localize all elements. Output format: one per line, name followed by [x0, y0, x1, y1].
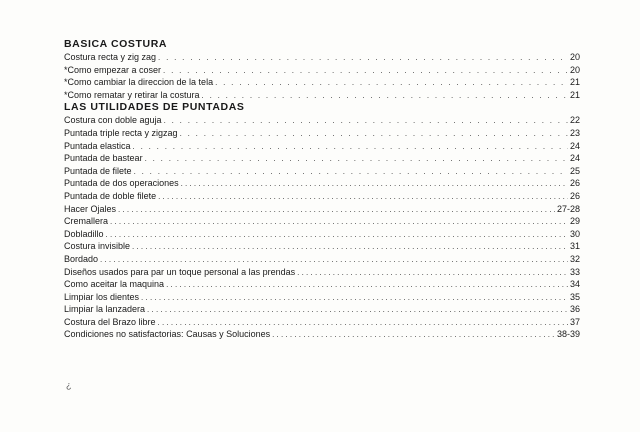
dot-leader	[166, 279, 568, 292]
toc-entry	[64, 228, 580, 241]
dot-leader	[145, 153, 568, 166]
toc-entry-label: Costura con doble aguja	[64, 115, 162, 126]
toc-entry-label: Dobladillo	[64, 228, 104, 239]
dot-leader	[141, 292, 568, 305]
toc-entry	[64, 278, 580, 291]
section-heading: LAS UTILIDADES DE PUNTADAS	[64, 101, 245, 114]
dot-leader	[158, 52, 568, 65]
toc-entry-label: Puntada de bastear	[64, 153, 143, 164]
toc-entry-page: 24	[569, 140, 580, 151]
toc-entry	[64, 240, 580, 253]
toc-entry-page: 22	[569, 115, 580, 126]
dot-leader	[180, 128, 568, 141]
toc-entry-label: Hacer Ojales	[64, 203, 117, 214]
toc-entry-page: 29	[569, 216, 580, 227]
toc-entry-label: Limpiar la lanzadera	[64, 304, 146, 315]
toc-entry	[64, 177, 580, 190]
toc-entry	[64, 203, 580, 216]
toc-entry	[64, 303, 580, 316]
toc-entry	[64, 89, 580, 102]
page-corner-mark: ¿	[66, 380, 72, 390]
toc-entry	[64, 316, 580, 329]
toc-entry-label: Puntada de filete	[64, 165, 132, 176]
toc-entry-label: Diseños usados para par un toque personal a las prendas	[64, 266, 296, 277]
toc-entry-page: 26	[569, 178, 580, 189]
toc-entry-page: 37	[569, 316, 580, 327]
toc-entry-page: 23	[569, 127, 580, 138]
section-heading: BASICA COSTURA	[64, 38, 168, 50]
toc-entry-page: 38-39	[556, 329, 580, 340]
toc-entry-page: 20	[569, 64, 580, 75]
toc-entry-label: Costura del Brazo libre	[64, 316, 156, 327]
toc-entry	[64, 64, 580, 77]
toc-entry	[64, 165, 580, 178]
toc-entry-label: *Como empezar a coser	[64, 64, 162, 75]
toc-entry-label: Limpiar los dientes	[64, 291, 140, 302]
toc-entry-page: 24	[569, 153, 580, 164]
toc-entry-page: 32	[569, 253, 580, 264]
dot-leader	[134, 166, 568, 179]
toc-entry-page: 26	[569, 190, 580, 201]
toc-entry-page: 30	[569, 228, 580, 239]
toc-entry-label: Puntada triple recta y zigzag	[64, 127, 178, 138]
table-of-contents	[64, 38, 580, 341]
toc-entry-label: Costura invisible	[64, 241, 131, 252]
dot-leader	[147, 304, 568, 317]
dot-leader	[133, 141, 568, 154]
toc-entry	[64, 266, 580, 279]
toc-entry-page: 35	[569, 291, 580, 302]
toc-entry	[64, 253, 580, 266]
toc-entry-page: 25	[569, 165, 580, 176]
toc-entry-label: *Como cambiar la direccion de la tela	[64, 77, 214, 88]
toc-entry-label: Puntada de dos operaciones	[64, 178, 179, 189]
toc-entry-page: 20	[569, 52, 580, 62]
toc-entry-label: Condiciones no satisfactorias: Causas y Soluciones	[64, 329, 271, 340]
toc-entry	[64, 215, 580, 228]
toc-entry-label: Como aceitar la maquina	[64, 279, 165, 290]
toc-entry	[64, 190, 580, 203]
dot-leader	[272, 329, 555, 342]
toc-entry	[64, 152, 580, 165]
dot-leader	[158, 191, 568, 204]
toc-entry-page: 36	[569, 304, 580, 315]
dot-leader	[163, 65, 568, 78]
toc-entry	[64, 114, 580, 127]
dot-leader	[118, 204, 555, 217]
toc-entry-label: Bordado	[64, 253, 99, 264]
dot-leader	[181, 178, 568, 191]
toc-entry-page: 31	[569, 241, 580, 252]
dot-leader	[215, 77, 568, 90]
toc-entry-label: Costura recta y zig zag	[64, 52, 157, 62]
dot-leader	[110, 216, 568, 229]
dot-leader	[106, 229, 568, 242]
toc-entry-label: Cremallera	[64, 216, 109, 227]
toc-entry	[64, 291, 580, 304]
toc-entry-page: 34	[569, 279, 580, 290]
toc-entry-label: Puntada de doble filete	[64, 190, 157, 201]
toc-entry-label: *Como rematar y retirar la costura	[64, 89, 200, 100]
toc-entry-page: 27-28	[556, 203, 580, 214]
toc-entry-page: 33	[569, 266, 580, 277]
toc-entry	[64, 76, 580, 89]
toc-entry	[64, 127, 580, 140]
toc-entry	[64, 140, 580, 153]
toc-entry	[64, 328, 580, 341]
dot-leader	[132, 241, 568, 254]
dot-leader	[202, 90, 568, 103]
toc-entry-page: 21	[569, 89, 580, 100]
toc-entry	[64, 51, 580, 64]
dot-leader	[164, 115, 568, 128]
toc-entry-page: 21	[569, 77, 580, 88]
dot-leader	[297, 267, 568, 280]
toc-entry-label: Puntada elastica	[64, 140, 131, 151]
